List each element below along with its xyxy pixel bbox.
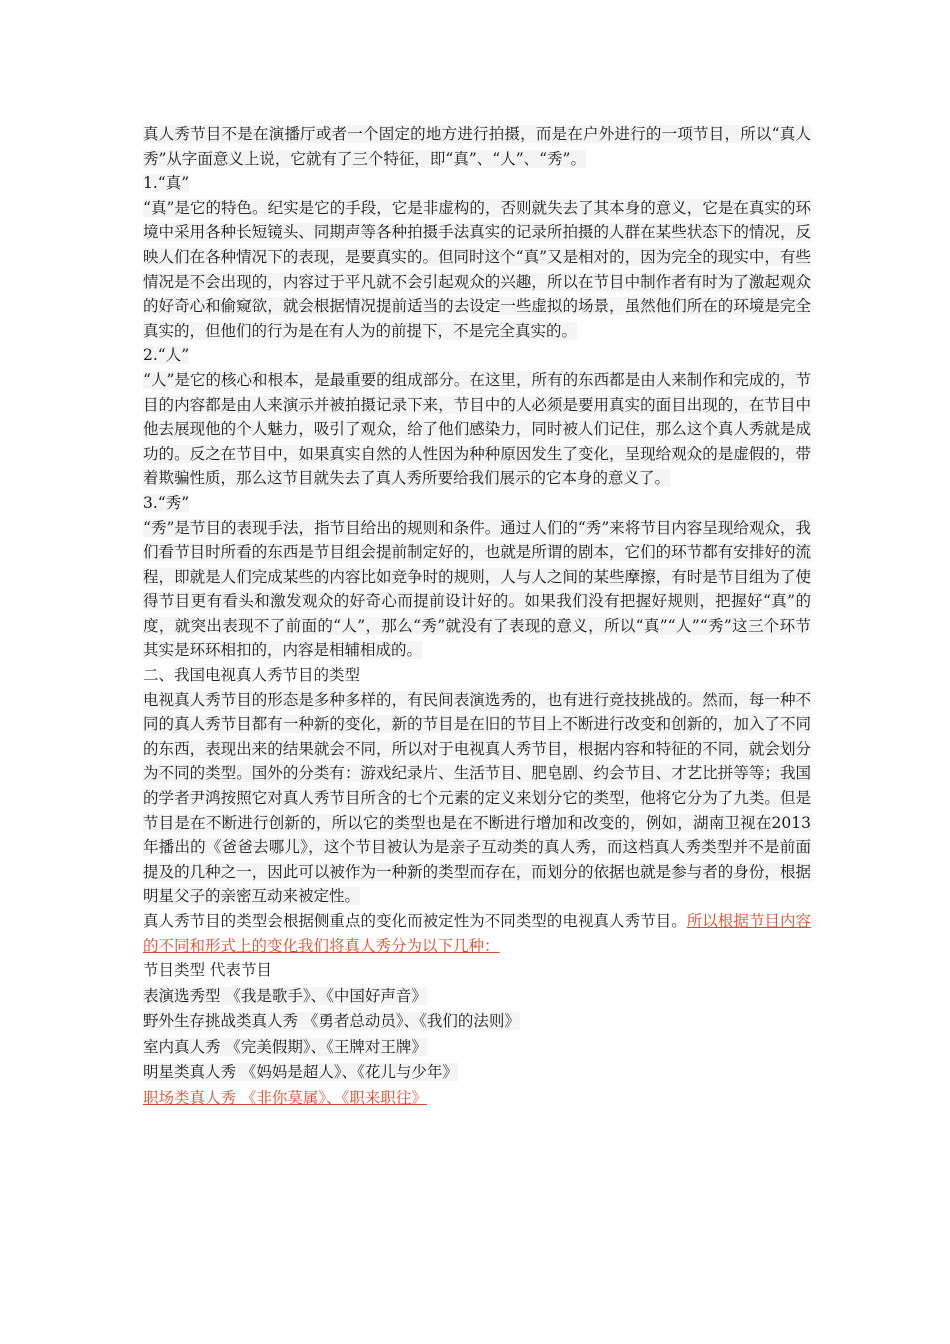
type-table-row-text: 明星类真人秀 《妈妈是超人》、《花儿与少年》	[143, 1063, 458, 1082]
type-table-row-highlight	[143, 1086, 811, 1112]
document-page	[143, 122, 811, 1111]
section-3-title-text: 3.“秀”	[143, 493, 190, 512]
type-table-row	[143, 1035, 811, 1061]
chapter-2-lead	[143, 909, 811, 958]
chapter-2-lead-highlight: 所以根据节目内容的不同和形式上的变化我们将真人秀分为以下几种：	[143, 912, 811, 955]
type-table-row	[143, 1060, 811, 1086]
type-table-row-text: 表演选秀型 《我是歌手》、《中国好声音》	[143, 986, 427, 1005]
section-1-title	[143, 171, 811, 196]
type-table-header-text: 节目类型 代表节目	[143, 961, 272, 980]
chapter-2-lead-plain: 真人秀节目的类型会根据侧重点的变化而被定性为不同类型的电视真人秀节目。	[143, 912, 687, 930]
chapter-2-body	[143, 688, 811, 909]
section-3-title	[143, 491, 811, 516]
type-table-header	[143, 958, 811, 984]
section-2-title-text: 2.“人”	[143, 346, 190, 365]
type-table-row	[143, 1009, 811, 1035]
chapter-2-title-text: 二、我国电视真人秀节目的类型	[143, 666, 361, 685]
section-1-body-text: “真”是它的特色。纪实是它的手段，它是非虚构的，否则就失去了其本身的意义，它是在真实的环境中采用各种长短镜头、同期声等各种拍摄手法真实的记录所拍摄的人群在某些状态下的情况，反映人们在各种情况下的表现，是要真实的。但同时这个“真”又是相对的，因为完全的现实中，有些情况是不会出现的，内容过于平凡就不会引起观众的兴趣，所以在节目中制作者有时为了激起观众的好奇心和偷窥欲，就会根据情况提前适当的去设定一些虚拟的场景，虽然他们所在的环境是完全真实的，但他们的行为是在有人为的前提下，不是完全真实的。	[143, 198, 811, 340]
section-2-title	[143, 343, 811, 368]
chapter-2-title	[143, 663, 811, 688]
section-1-body	[143, 196, 811, 344]
type-table-row-highlight-text: 职场类真人秀 《非你莫属》、《职来职往》	[143, 1088, 427, 1107]
section-2-body-text: “人”是它的核心和根本，是最重要的组成部分。在这里，所有的东西都是由人来制作和完成的，节目的内容都是由人来演示并被拍摄记录下来，节目中的人必须是要用真实的面目出现的，在节目中他去展现他的个人魅力，吸引了观众，给了他们感染力，同时被人们记住，那么这个真人秀就是成功的。反之在节目中，如果真实自然的人性因为种种原因发生了变化，呈现给观众的是虚假的，带着欺骗性质，那么这节目就失去了真人秀所要给我们展示的它本身的意义了。	[143, 370, 811, 488]
section-3-body	[143, 516, 811, 664]
intro-paragraph	[143, 122, 811, 171]
chapter-2-body-text: 电视真人秀节目的形态是多种多样的，有民间表演选秀的，也有进行竞技挑战的。然而，每一种不同的真人秀节目都有一种新的变化，新的节目是在旧的节目上不断进行改变和创新的，加入了不同的东西，表现出来的结果就会不同，所以对于电视真人秀节目，根据内容和特征的不同，就会划分为不同的类型。国外的分类有：游戏纪录片、生活节目、肥皂剧、约会节目、才艺比拼等等；我国的学者尹鸿按照它对真人秀节目所含的七个元素的定义来划分它的类型，他将它分为了九类。但是节目是在不断进行创新的，所以它的类型也是在不断进行增加和改变的，例如，湖南卫视在2013年播出的《爸爸去哪儿》，这个节目被认为是亲子互动类的真人秀，而这档真人秀类型并不是前面提及的几种之一，因此可以被作为一种新的类型而存在，而划分的依据也就是参与者的身份，根据明星父子的亲密互动来被定性。	[143, 690, 811, 906]
type-table-row-text: 室内真人秀 《完美假期》、《王牌对王牌》	[143, 1037, 427, 1056]
type-table-row-text: 野外生存挑战类真人秀 《勇者总动员》、《我们的法则》	[143, 1012, 520, 1031]
section-2-body	[143, 368, 811, 491]
section-1-title-text: 1.“真”	[143, 174, 190, 193]
intro-text: 真人秀节目不是在演播厅或者一个固定的地方进行拍摄，而是在户外进行的一项节目，所以“真人秀”从字面意义上说，它就有了三个特征，即“真”、“人”、“秀”。	[143, 125, 811, 168]
section-3-body-text: “秀”是节目的表现手法，指节目给出的规则和条件。通过人们的“秀”来将节目内容呈现给观众，我们看节目时所看的东西是节目组会提前制定好的，也就是所谓的剧本，它们的环节都有安排好的流程，即就是人们完成某些的内容比如竞争时的规则，人与人之间的某些摩擦，有时是节目组为了使得节目更有看头和激发观众的好奇心而提前设计好的。如果我们没有把握好规则，把握好“真”的度，就突出表现不了前面的“人”，那么“秀”就没有了表现的意义，所以“真”“人”“秀”这三个环节其实是环环相扣的，内容是相辅相成的。	[143, 518, 811, 660]
type-table-row	[143, 984, 811, 1010]
